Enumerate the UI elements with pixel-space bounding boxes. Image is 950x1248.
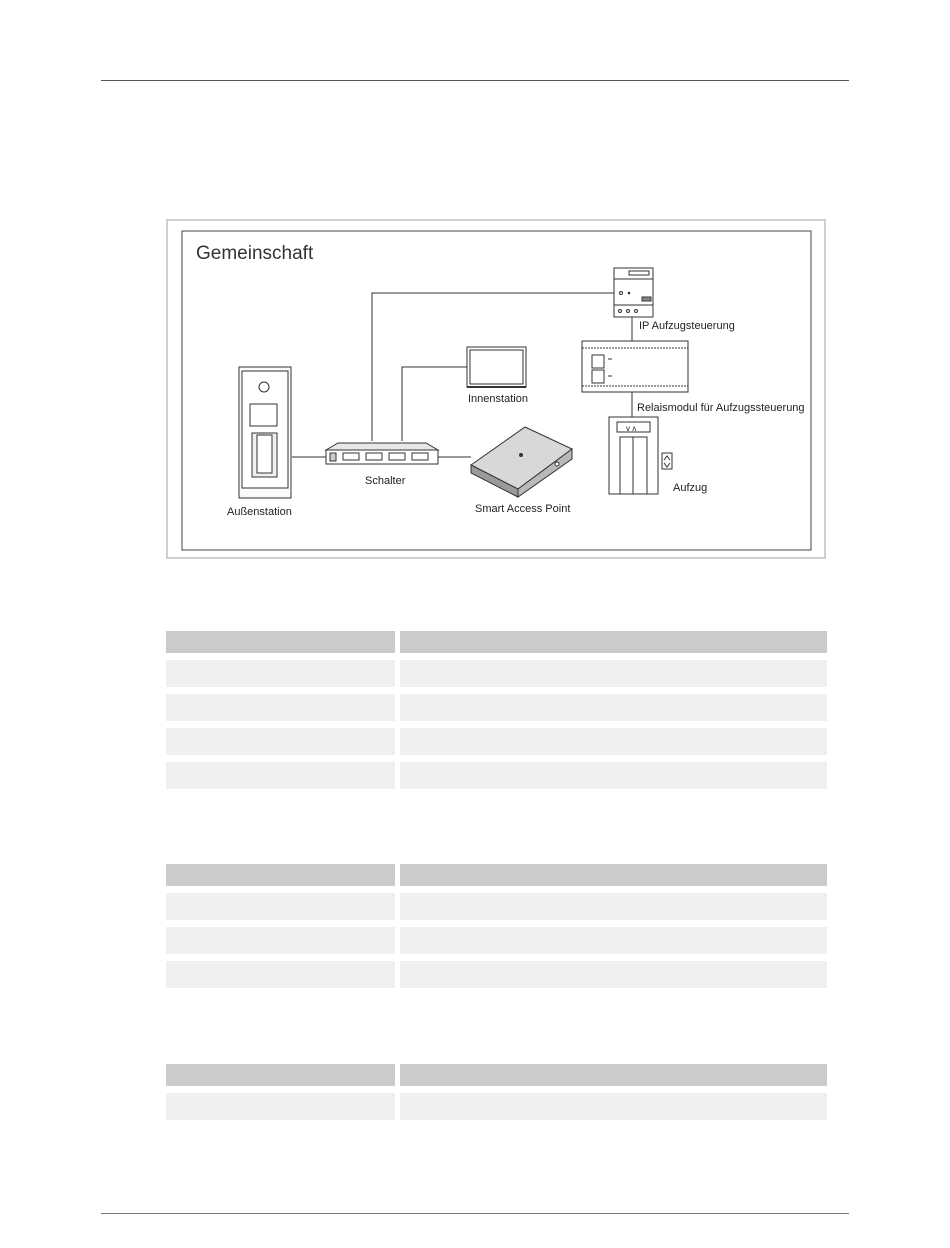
table-header-row [166, 1059, 827, 1086]
table-1 [166, 626, 827, 796]
header-cell [166, 631, 395, 653]
switch-device [326, 443, 438, 464]
table-row [166, 961, 827, 988]
table-row [166, 694, 827, 721]
line-switch-to-indoor-station [402, 367, 467, 441]
connection-lines [292, 293, 632, 457]
header-rule [101, 80, 849, 81]
table-row [166, 893, 827, 920]
table-cell [166, 961, 395, 988]
header-cell [400, 631, 827, 653]
system-diagram [166, 219, 826, 559]
table-cell [400, 1093, 827, 1120]
table-cell [166, 762, 395, 789]
table-cell [400, 762, 827, 789]
table-header-row [166, 626, 827, 653]
header-cell [166, 1064, 395, 1086]
label-switch: Schalter [365, 475, 406, 487]
indoor-station-device [467, 347, 526, 387]
label-outdoor-station: Außenstation [227, 506, 292, 518]
label-elevator: Aufzug [673, 482, 708, 494]
label-relay-module: Relaismodul für Aufzugssteuerung [637, 402, 805, 414]
table-cell [166, 893, 395, 920]
table-3 [166, 1059, 827, 1127]
table-2 [166, 859, 827, 995]
table-row [166, 762, 827, 789]
table-row [166, 728, 827, 755]
ip-controller-device [614, 268, 653, 317]
table-cell [166, 1093, 395, 1120]
label-ip-controller: IP Aufzugsteuerung [639, 320, 735, 332]
table-row [166, 660, 827, 687]
label-indoor-station: Innenstation [468, 393, 528, 405]
table-row [166, 1093, 827, 1120]
table-cell [400, 927, 827, 954]
label-access-point: Smart Access Point [475, 503, 571, 515]
table-cell [400, 961, 827, 988]
header-cell [400, 1064, 827, 1086]
table-cell [400, 694, 827, 721]
access-point-device [471, 427, 572, 497]
table-row [166, 927, 827, 954]
relay-module-device [582, 341, 688, 392]
header-cell [400, 864, 827, 886]
table-cell [400, 660, 827, 687]
header-cell [166, 864, 395, 886]
table-cell [166, 728, 395, 755]
elevator-device [609, 417, 672, 494]
table-cell [166, 927, 395, 954]
table-cell [166, 694, 395, 721]
diagram-title: Gemeinschaft [196, 243, 314, 264]
table-header-row [166, 859, 827, 886]
elevator-direction-indicator: v ʌ [626, 424, 637, 433]
table-cell [400, 728, 827, 755]
footer-rule [101, 1213, 849, 1214]
outdoor-station-device [239, 367, 291, 498]
table-cell [400, 893, 827, 920]
table-cell [166, 660, 395, 687]
